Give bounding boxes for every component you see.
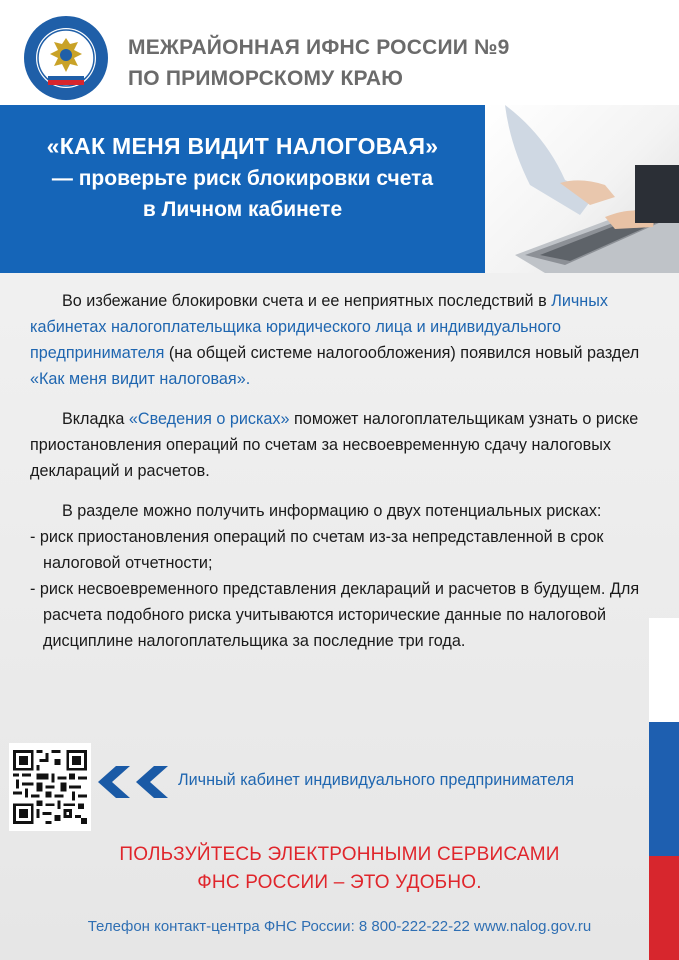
call-to-action — [0, 841, 679, 897]
double-chevron-left-icon — [96, 764, 172, 805]
entrepreneur-cabinet-link[interactable]: Личный кабинет индивидуального предпринимателя — [178, 771, 574, 789]
flag-red-band — [649, 856, 679, 960]
risk-item-2: - риск несвоевременного представления деклараций и расчетов в будущем. Для расчета подобного риска учитываются исторические данные по налоговой дисциплине налогоплательщика за последние три года. — [30, 580, 640, 650]
organization-name — [128, 32, 510, 94]
main-text — [30, 288, 650, 654]
flag-blue-band — [649, 722, 679, 856]
risks-tab-text: «Сведения о рисках» — [128, 410, 290, 428]
paragraph-1: Во избежание блокировки счета и ее неприятных последствий в Личных кабинетах налогоплательщика юридического лица и индивидуального предпринимателя (на общей системе налогообложения) появился новый раздел «Как меня видит налоговая». — [30, 292, 640, 388]
paragraph-3: В разделе можно получить информацию о двух потенциальных рисках: — [62, 502, 602, 520]
qr-code-icon[interactable] — [9, 743, 91, 831]
paragraph-2: Вкладка «Сведения о рисках» поможет налогоплательщикам узнать о риске приостановления операций по счетам за несвоевременную сдачу налоговых деклараций и расчетов. — [30, 410, 639, 480]
contact-footer: Телефон контакт-центра ФНС России: 8 800-222-22-22 www.nalog.gov.ru — [87, 918, 592, 935]
risk-item-1: - риск приостановления операций по счетам из-за непредставленной в срок налоговой отчетности; — [30, 528, 604, 572]
section-name-text: «Как меня видит налоговая». — [30, 370, 251, 388]
cta-line-1: ПОЛЬЗУЙТЕСЬ ЭЛЕКТРОННЫМИ СЕРВИСАМИ — [119, 844, 560, 865]
banner-subtitle-line-1: — проверьте риск блокировки счета — [51, 167, 434, 190]
banner-subtitle-line-2: в Личном кабинете — [142, 198, 343, 221]
cta-line-2: ФНС РОССИИ – ЭТО УДОБНО. — [197, 872, 482, 893]
header — [0, 0, 679, 105]
russian-flag-stripe — [649, 618, 679, 960]
banner-title: «КАК МЕНЯ ВИДИТ НАЛОГОВАЯ» — [46, 133, 439, 159]
org-line-1: МЕЖРАЙОННАЯ ИФНС РОССИИ №9 — [128, 36, 510, 59]
title-banner — [0, 105, 485, 273]
lk-link-text: Личных кабинетах налогоплательщика юридического лица и индивидуального предпринимателя — [30, 292, 608, 362]
laptop-photo — [485, 105, 679, 273]
flag-white-band — [649, 618, 679, 722]
fns-emblem-icon — [22, 14, 110, 102]
org-line-2: ПО ПРИМОРСКОМУ КРАЮ — [128, 67, 404, 90]
